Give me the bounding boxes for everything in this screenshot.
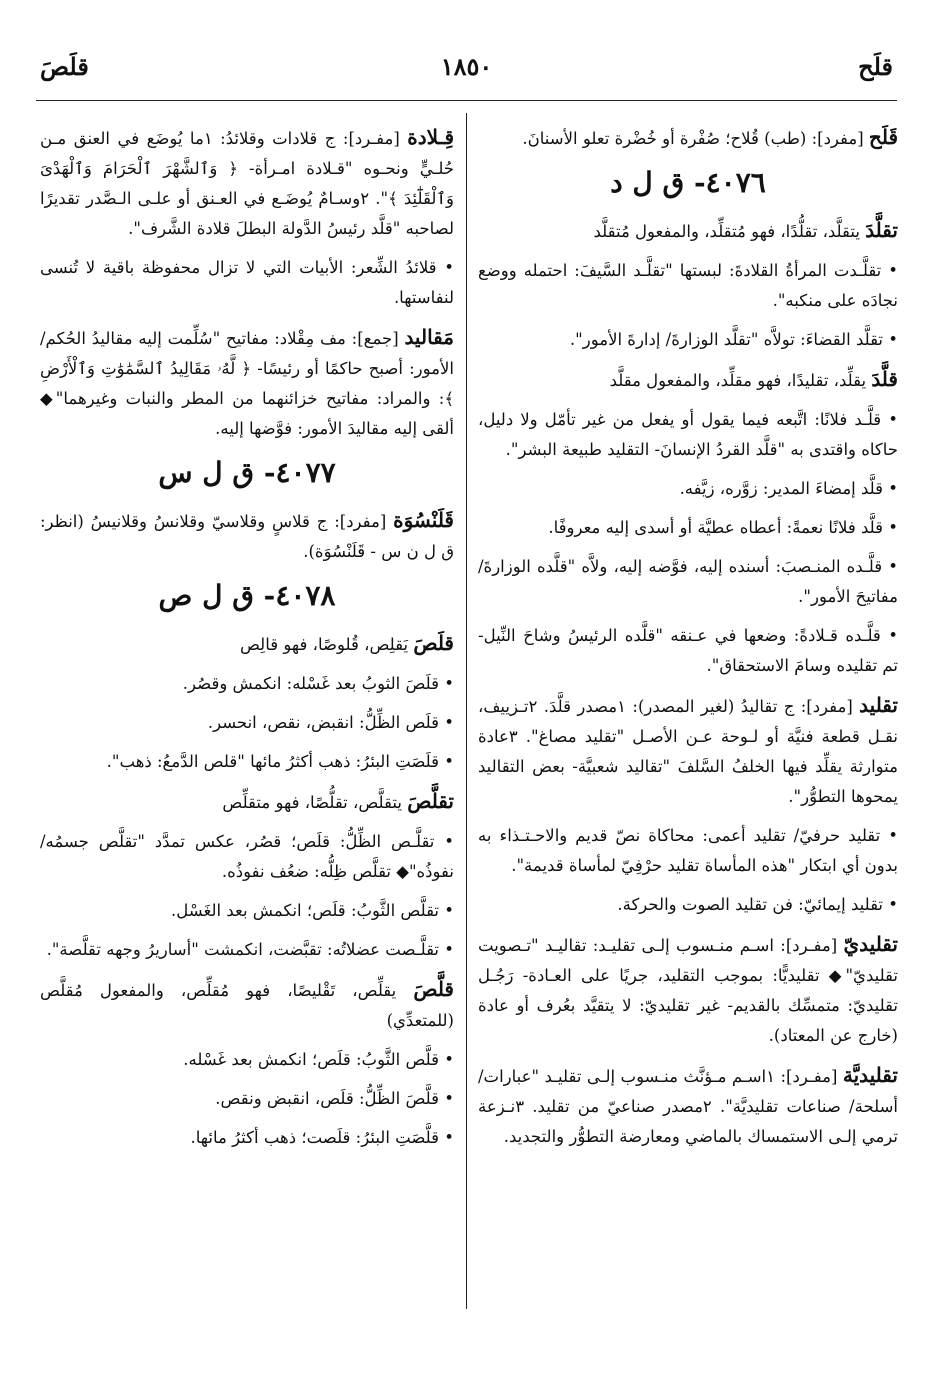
root-heading: ٤٠٧٦- ق ل د [610,166,766,199]
entry-headword: قَلَح [868,125,898,149]
sense-bullet: • تقليد إيمائيّ: فن تقليد الصوت والحركة. [617,895,898,914]
entry-definition: [مفرد]: ج قلاسٍ وقلاسيّ وقلانسُ وقلانيسُ (انظر: ق ل ن س - قَلَنْسُوَة). [40,512,454,561]
entry-headword: تقلَّصَ [407,789,454,813]
header-guide-word-left: قلَصَ [40,52,89,81]
dictionary-entry [40,122,454,244]
entry-definition: يقلِّص، تَقْليصًا، فهو مُقلِّص، والمفعول مُقلَّص (للمتعدِّي) [40,981,454,1030]
dictionary-entry [40,628,454,660]
entry-headword: تقليديّ [843,932,898,956]
entry-definition: [مفرد]: ج تقاليدُ (لغير المصدر): ١مصدر قلَّدَ. ٢تـزييف، نقـل قطعة فنيَّة أو لـوحة عـن الأصـل "تقليد مصاغ". ٣عادة متوارثة يقلِّد فيها الخلفُ السَّلفَ "تقاليد شعبيَّة- بعض التقاليد يمحوها التطوُّر". [478,697,898,806]
entry-headword: قِـلادة [407,125,455,149]
sense-bullet: • قلَّد إمضاءَ المدير: زوَّره، زيَّفه. [679,479,898,498]
sense-bullet: • قلَصَتِ البئرُ: ذهب أكثرُ مائها "قلص الدَّمعُ: ذهب". [106,752,454,771]
sense-bullet: • قلَّص الثَّوبُ: قلَص؛ انكمش بعد غَسْله. [183,1050,454,1069]
entry-headword: تقليديَّة [842,1063,898,1087]
dictionary-entry [40,505,454,567]
sense-bullet: • قلَصَ الثوبُ بعد غَسْله: انكمش وقصُر. [182,674,454,693]
left-column [40,122,454,1162]
sense-bullet: • قلائدُ الشِّعر: الأبيات التي لا تزال محفوظة باقية لا تُنسى لنفاستها. [40,258,454,307]
column-divider [466,113,467,1309]
dictionary-entry [478,690,898,812]
sense-bullet: • تقلَّد القضاءَ: تولاَّه "تقلَّد الوزارةَ/ إدارةَ الأمور". [569,330,898,349]
entry-definition: يقلِّد، تقليدًا، فهو مقلِّد، والمفعول مقلَّد [609,371,872,390]
dictionary-entry [478,929,898,1051]
entry-headword: قلَّدَ [871,367,898,391]
page-number: ١٨٥٠ [440,52,493,81]
dictionary-entry [478,1060,898,1152]
sense-bullet: • تقلَّص الثَّوبُ: قلَص؛ انكمش بعد الغَسْل. [171,901,454,920]
entry-definition: يتقلَّد، تقلُّدًا، فهو مُتقلِّد، والمفعول مُتقلَّد [593,222,866,241]
root-heading: ٤٠٧٨- ق ل ص [158,579,336,612]
entry-definition: [مفرد]: (طب) قُلاح؛ صُفْرة أو خُضْرة تعلو الأسنانَ. [522,129,869,148]
sense-bullet: • قلَّصَ الظِّلُّ: قلَص، انقبض ونقص. [215,1089,454,1108]
entry-definition: يتقلَّص، تقلُّصًا، فهو متقلِّص [222,793,408,812]
sense-bullet: • قلَّصَتِ البئرُ: قلَصت؛ ذهب أكثرُ مائها. [190,1128,454,1147]
sense-bullet: • قلَّـد فلانًا: اتَّبعه فيما يقول أو يفعل من غير تأمّل ولا دليل، حاكاه واقتدى به "قلَّد القردُ الإنسانَ- التقليد طبيعة البشر". [478,410,898,459]
entry-definition: [جمع]: مف مِقْلاد: مفاتيح "سُلِّمت إليه مقاليدُ الحُكم/ الأمور: أصبح حاكمًا أو رئيسًا- ﴿ لَّهُۥ مَقَالِيدُ ٱلسَّمَٰوَٰتِ وَٱلْأَرْضِ ﴾: والمراد: مفاتيح خزائنهما من المطر والنبات وغيرهما"◆ ألقى إليه مقاليدَ الأمور: فوَّضها إليه. [40,329,454,438]
header-guide-word-right: قلَح [858,52,893,81]
entry-definition: [مفـرد]: ١اسـم مـؤنَّث منـسوب إلـى تقليـد "عبارات/ أسلحة/ صناعات تقليديَّة". ٢مصدر صناعيّ من تقليد. ٣نـزعة ترمي إلـى الاستمساك بالماضي ومعارضة التطوُّر والتجديد. [478,1067,898,1146]
right-column [478,122,898,1161]
dictionary-entry [478,215,898,247]
sense-bullet: • تقلَّـص الظِّلُّ: قلَص؛ قصُر، عكس تمدَّد "تقلَّص جسمُه/ نفوذُه"◆ تقلَّص ظِلُّه: ضعُف نفوذُه. [40,832,454,881]
header-rule [36,100,897,101]
sense-bullet: • تقلَّـصت عضلاتُه: تقبَّضت، انكمشت "أساريرُ وجهه تقلَّصة". [46,940,454,959]
sense-bullet: • قلَص الظِّلُّ: انقبض، نقص، انحسر. [207,713,454,732]
dictionary-entry [478,122,898,154]
entry-definition: [مفـرد]: ج قلادات وقلائدُ: ١ما يُوضَع في العنق مـن حُلـيٍّ ونحـوه "قـلادة امـرأة- ﴿ وَٱلشَّهْرَ ٱلْحَرَامَ وَٱلْهَدْىَ وَٱلْقَلَٰٓئِدَ ﴾". ٢وسـامٌ يُوضَـع في العـنق أو علـى الـصَّدر تقديرًا لصاحبه "قلَّد رئيسُ الدَّولة البطلَ قلادة الشَّرف". [40,129,455,238]
root-heading: ٤٠٧٧- ق ل س [158,456,336,489]
sense-bullet: • قلَّـده قـلادةً: وضعها في عـنقه "قلَّده الرئيسُ وشاحَ النِّيل- تم تقليده وسامَ الاستحقاق". [478,626,898,675]
dictionary-entry [478,364,898,396]
entry-headword: تقلَّدَ [865,218,898,242]
entry-headword: مَقاليد [404,325,454,349]
dictionary-entry [40,974,454,1036]
sense-bullet: • قلَّـده المنـصبَ: أسنده إليه، فوَّضه إليه، ولاَّه "قلَّده الوزارةَ/ مفاتيحَ الأمور". [478,557,898,606]
entry-headword: قَلَنْسُوَة [393,508,454,532]
entry-definition: [مفـرد]: اسـم منـسوب إلـى تقليـد: تقاليـد "تـصويت تقليديّ"◆ تقليديًّا: بموجب التقليد، جريًا على العـادة- رَجُـل تقليديّ: متمسِّك بالقديم- غير تقليديّ: لا يتقيَّد بعُرف أو عادة (خارج عن المعتاد). [478,936,898,1045]
sense-bullet: • قلَّد فلانًا نعمةً: أعطاه عطيَّة أو أسدى إليه معروفًا. [548,518,898,537]
entry-definition: يَقلِص، قُلوصًا، فهو قالِص [239,635,414,654]
entry-headword: تقليد [859,693,898,717]
entry-headword: قلَصَ [413,631,454,655]
entry-headword: قلَّصَ [413,977,454,1001]
page-header [40,52,893,92]
sense-bullet: • تقليد حرفيّ/ تقليد أعمى: محاكاة نصّ قديم والاحـتـذاء به بدون أي ابتكار "هذه المأساة تقليد حرْفِيّ لمأساة قديمة". [478,826,898,875]
dictionary-entry [40,786,454,818]
dictionary-entry [40,322,454,444]
sense-bullet: • تقلَّـدت المرأةُ القلادةَ: لبستها "تقلَّـد السَّيفَ: احتمله ووضع نجادَه على منكبه". [478,261,898,310]
